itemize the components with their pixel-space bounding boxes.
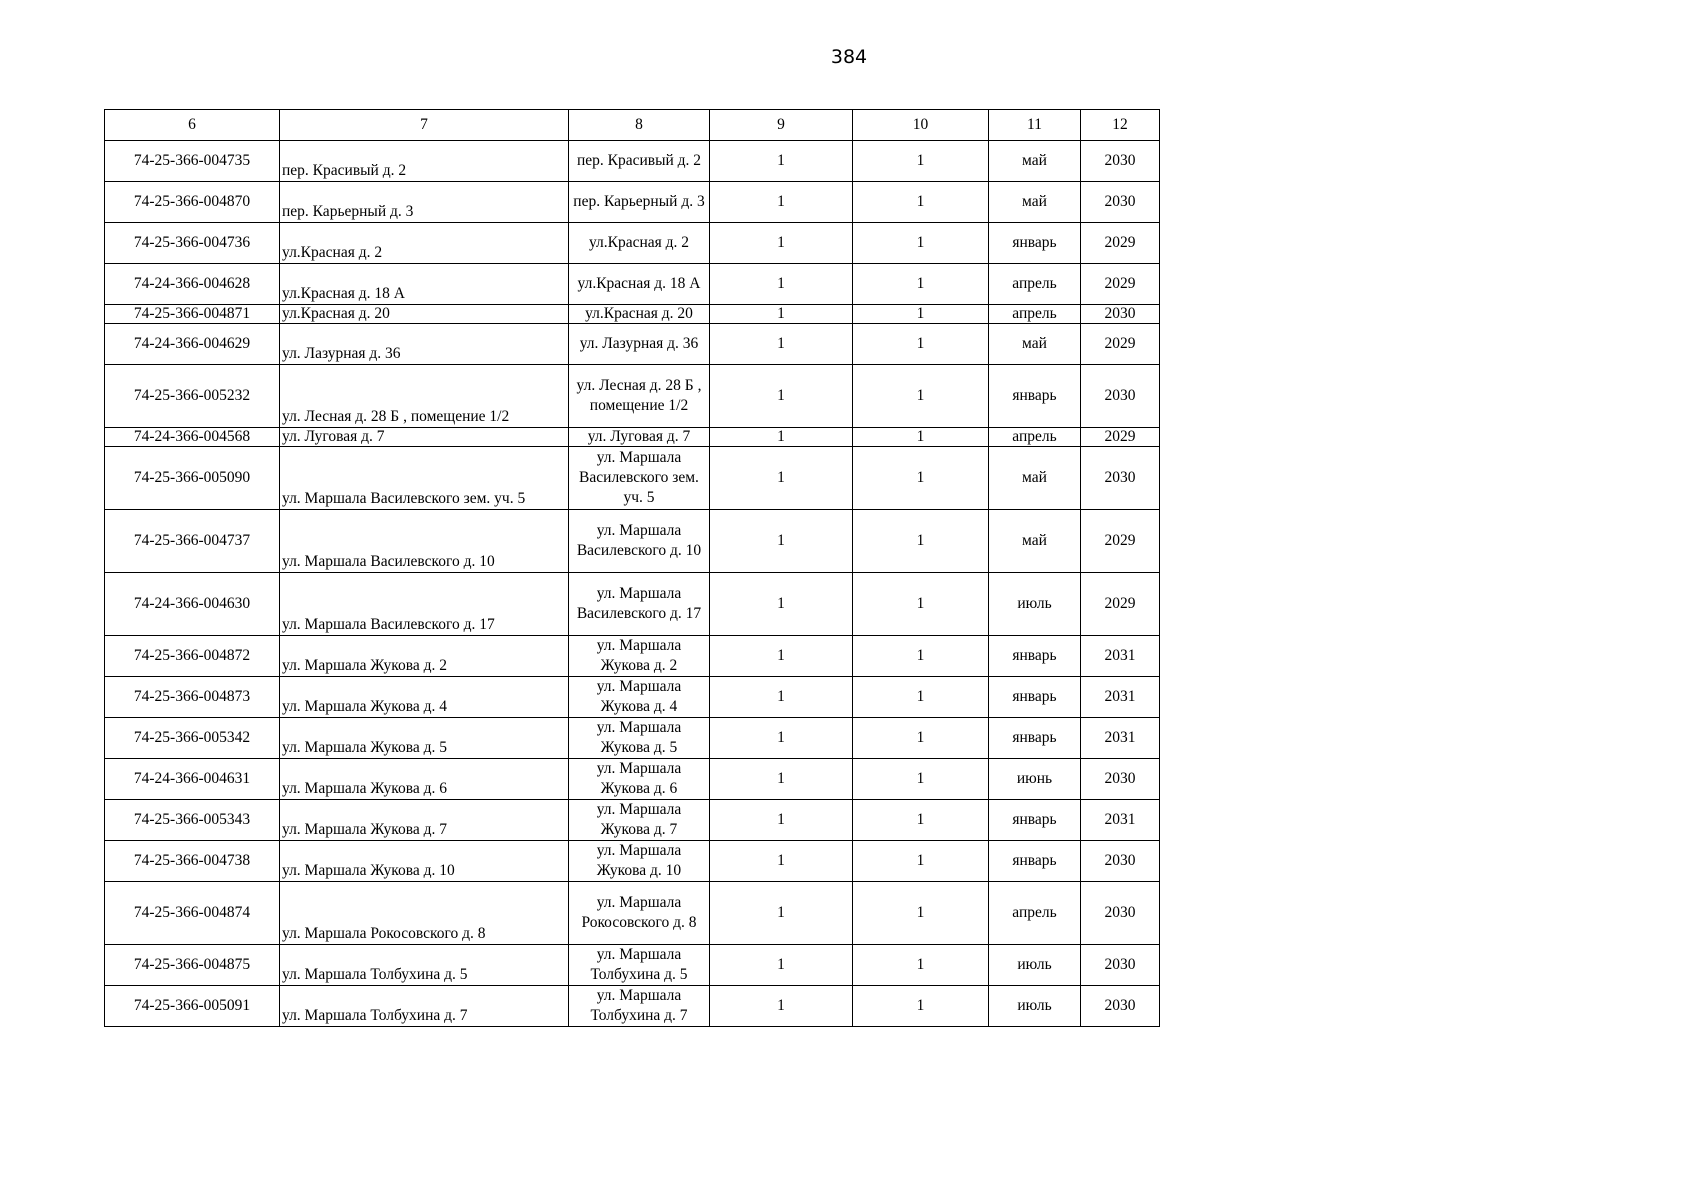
table-row bbox=[105, 718, 1160, 759]
cell-address-short: ул. Маршала Жукова д. 7 bbox=[569, 800, 710, 841]
header-row bbox=[105, 110, 1160, 141]
table-row bbox=[105, 324, 1160, 365]
table-row bbox=[105, 945, 1160, 986]
cell-address-short: ул. Маршала Толбухина д. 7 bbox=[569, 986, 710, 1027]
cell-month: май bbox=[989, 447, 1081, 510]
cell-code: 74-24-366-004631 bbox=[105, 759, 280, 800]
cell-address: ул. Маршала Жукова д. 4 bbox=[280, 677, 569, 718]
cell-month: январь bbox=[989, 677, 1081, 718]
cell-month: январь bbox=[989, 365, 1081, 428]
cell-col-9: 1 bbox=[710, 718, 853, 759]
cell-col-10: 1 bbox=[853, 718, 989, 759]
table-row bbox=[105, 141, 1160, 182]
cell-col-9: 1 bbox=[710, 324, 853, 365]
cell-col-10: 1 bbox=[853, 428, 989, 447]
table-row bbox=[105, 677, 1160, 718]
cell-code: 74-24-366-004630 bbox=[105, 573, 280, 636]
cell-address-short: пер. Карьерный д. 3 bbox=[569, 182, 710, 223]
cell-col-9: 1 bbox=[710, 428, 853, 447]
cell-month: январь bbox=[989, 841, 1081, 882]
cell-col-9: 1 bbox=[710, 447, 853, 510]
cell-year: 2029 bbox=[1081, 510, 1160, 573]
cell-code: 74-24-366-004628 bbox=[105, 264, 280, 305]
cell-col-9: 1 bbox=[710, 510, 853, 573]
cell-code: 74-25-366-004736 bbox=[105, 223, 280, 264]
table-row bbox=[105, 841, 1160, 882]
column-header-11: 11 bbox=[989, 110, 1081, 141]
cell-col-10: 1 bbox=[853, 223, 989, 264]
cell-month: январь bbox=[989, 800, 1081, 841]
cell-code: 74-25-366-004735 bbox=[105, 141, 280, 182]
cell-address: ул. Лазурная д. 36 bbox=[280, 324, 569, 365]
table-row bbox=[105, 510, 1160, 573]
cell-col-9: 1 bbox=[710, 841, 853, 882]
cell-address-short: ул.Красная д. 18 А bbox=[569, 264, 710, 305]
cell-month: апрель bbox=[989, 882, 1081, 945]
cell-code: 74-25-366-005232 bbox=[105, 365, 280, 428]
cell-col-9: 1 bbox=[710, 305, 853, 324]
cell-year: 2030 bbox=[1081, 182, 1160, 223]
cell-col-10: 1 bbox=[853, 141, 989, 182]
column-header-12: 12 bbox=[1081, 110, 1160, 141]
cell-address: пер. Карьерный д. 3 bbox=[280, 182, 569, 223]
table-body bbox=[105, 141, 1160, 1027]
table-row bbox=[105, 800, 1160, 841]
cell-code: 74-25-366-004737 bbox=[105, 510, 280, 573]
cell-month: апрель bbox=[989, 305, 1081, 324]
cell-col-10: 1 bbox=[853, 182, 989, 223]
cell-col-10: 1 bbox=[853, 841, 989, 882]
cell-address: ул. Маршала Жукова д. 6 bbox=[280, 759, 569, 800]
cell-month: январь bbox=[989, 636, 1081, 677]
table-row bbox=[105, 182, 1160, 223]
table-row bbox=[105, 428, 1160, 447]
cell-address: ул. Луговая д. 7 bbox=[280, 428, 569, 447]
cell-code: 74-25-366-004872 bbox=[105, 636, 280, 677]
cell-year: 2030 bbox=[1081, 447, 1160, 510]
cell-month: май bbox=[989, 141, 1081, 182]
cell-address-short: пер. Красивый д. 2 bbox=[569, 141, 710, 182]
table-header bbox=[105, 110, 1160, 141]
cell-year: 2030 bbox=[1081, 759, 1160, 800]
cell-address-short: ул. Маршала Рокосовского д. 8 bbox=[569, 882, 710, 945]
page-number: 384 bbox=[830, 46, 868, 68]
cell-code: 74-25-366-004871 bbox=[105, 305, 280, 324]
cell-address: ул. Маршала Рокосовского д. 8 bbox=[280, 882, 569, 945]
cell-year: 2030 bbox=[1081, 841, 1160, 882]
cell-address-short: ул. Маршала Жукова д. 4 bbox=[569, 677, 710, 718]
table-row bbox=[105, 573, 1160, 636]
cell-year: 2029 bbox=[1081, 223, 1160, 264]
cell-code: 74-25-366-005342 bbox=[105, 718, 280, 759]
table-row bbox=[105, 986, 1160, 1027]
cell-year: 2031 bbox=[1081, 800, 1160, 841]
cell-address-short: ул.Красная д. 2 bbox=[569, 223, 710, 264]
cell-year: 2029 bbox=[1081, 324, 1160, 365]
cell-col-10: 1 bbox=[853, 447, 989, 510]
cell-address-short: ул. Маршала Толбухина д. 5 bbox=[569, 945, 710, 986]
cell-col-9: 1 bbox=[710, 365, 853, 428]
register-table bbox=[104, 109, 1160, 1027]
cell-address-short: ул.Красная д. 20 bbox=[569, 305, 710, 324]
cell-col-10: 1 bbox=[853, 986, 989, 1027]
cell-address: ул. Маршала Жукова д. 10 bbox=[280, 841, 569, 882]
cell-col-9: 1 bbox=[710, 945, 853, 986]
cell-col-10: 1 bbox=[853, 573, 989, 636]
cell-month: июль bbox=[989, 573, 1081, 636]
cell-address-short: ул. Лазурная д. 36 bbox=[569, 324, 710, 365]
cell-year: 2030 bbox=[1081, 945, 1160, 986]
cell-col-10: 1 bbox=[853, 677, 989, 718]
cell-address-short: ул. Маршала Жукова д. 2 bbox=[569, 636, 710, 677]
column-header-6: 6 bbox=[105, 110, 280, 141]
cell-address: ул. Маршала Василевского зем. уч. 5 bbox=[280, 447, 569, 510]
column-header-9: 9 bbox=[710, 110, 853, 141]
cell-address: ул.Красная д. 2 bbox=[280, 223, 569, 264]
cell-code: 74-24-366-004629 bbox=[105, 324, 280, 365]
cell-code: 74-25-366-005091 bbox=[105, 986, 280, 1027]
cell-year: 2031 bbox=[1081, 677, 1160, 718]
cell-col-9: 1 bbox=[710, 636, 853, 677]
cell-address: ул. Лесная д. 28 Б , помещение 1/2 bbox=[280, 365, 569, 428]
cell-year: 2030 bbox=[1081, 141, 1160, 182]
cell-month: апрель bbox=[989, 264, 1081, 305]
cell-address: ул. Маршала Василевского д. 17 bbox=[280, 573, 569, 636]
cell-col-9: 1 bbox=[710, 182, 853, 223]
cell-code: 74-25-366-004870 bbox=[105, 182, 280, 223]
cell-col-10: 1 bbox=[853, 305, 989, 324]
cell-address: ул. Маршала Толбухина д. 5 bbox=[280, 945, 569, 986]
cell-year: 2029 bbox=[1081, 264, 1160, 305]
cell-col-9: 1 bbox=[710, 800, 853, 841]
cell-month: май bbox=[989, 510, 1081, 573]
cell-address-short: ул. Маршала Василевского д. 17 bbox=[569, 573, 710, 636]
cell-col-9: 1 bbox=[710, 264, 853, 305]
cell-code: 74-25-366-004875 bbox=[105, 945, 280, 986]
cell-col-9: 1 bbox=[710, 223, 853, 264]
cell-year: 2031 bbox=[1081, 636, 1160, 677]
cell-month: июль bbox=[989, 945, 1081, 986]
cell-address: ул. Маршала Жукова д. 2 bbox=[280, 636, 569, 677]
column-header-7: 7 bbox=[280, 110, 569, 141]
cell-col-10: 1 bbox=[853, 264, 989, 305]
cell-address-short: ул. Маршала Василевского зем. уч. 5 bbox=[569, 447, 710, 510]
cell-code: 74-25-366-004874 bbox=[105, 882, 280, 945]
cell-address: ул. Маршала Жукова д. 7 bbox=[280, 800, 569, 841]
cell-col-10: 1 bbox=[853, 945, 989, 986]
cell-month: май bbox=[989, 324, 1081, 365]
cell-col-9: 1 bbox=[710, 573, 853, 636]
table-row bbox=[105, 636, 1160, 677]
column-header-10: 10 bbox=[853, 110, 989, 141]
cell-address-short: ул. Лесная д. 28 Б , помещение 1/2 bbox=[569, 365, 710, 428]
table-row bbox=[105, 882, 1160, 945]
cell-address-short: ул. Маршала Василевского д. 10 bbox=[569, 510, 710, 573]
cell-col-10: 1 bbox=[853, 636, 989, 677]
cell-year: 2030 bbox=[1081, 882, 1160, 945]
cell-address: ул. Маршала Василевского д. 10 bbox=[280, 510, 569, 573]
cell-address: ул. Маршала Толбухина д. 7 bbox=[280, 986, 569, 1027]
cell-address-short: ул. Луговая д. 7 bbox=[569, 428, 710, 447]
cell-address-short: ул. Маршала Жукова д. 5 bbox=[569, 718, 710, 759]
cell-month: январь bbox=[989, 223, 1081, 264]
cell-address: ул.Красная д. 20 bbox=[280, 305, 569, 324]
cell-year: 2030 bbox=[1081, 305, 1160, 324]
column-header-8: 8 bbox=[569, 110, 710, 141]
cell-code: 74-25-366-005090 bbox=[105, 447, 280, 510]
table-row bbox=[105, 305, 1160, 324]
cell-year: 2029 bbox=[1081, 428, 1160, 447]
cell-col-10: 1 bbox=[853, 324, 989, 365]
cell-year: 2031 bbox=[1081, 718, 1160, 759]
cell-address: ул. Маршала Жукова д. 5 bbox=[280, 718, 569, 759]
cell-col-10: 1 bbox=[853, 882, 989, 945]
table-row bbox=[105, 264, 1160, 305]
cell-month: июль bbox=[989, 986, 1081, 1027]
cell-code: 74-25-366-004873 bbox=[105, 677, 280, 718]
cell-address: пер. Красивый д. 2 bbox=[280, 141, 569, 182]
cell-month: июнь bbox=[989, 759, 1081, 800]
table-row bbox=[105, 447, 1160, 510]
cell-code: 74-25-366-004738 bbox=[105, 841, 280, 882]
cell-address-short: ул. Маршала Жукова д. 6 bbox=[569, 759, 710, 800]
cell-col-10: 1 bbox=[853, 800, 989, 841]
cell-address: ул.Красная д. 18 А bbox=[280, 264, 569, 305]
cell-month: май bbox=[989, 182, 1081, 223]
cell-col-9: 1 bbox=[710, 141, 853, 182]
cell-month: январь bbox=[989, 718, 1081, 759]
cell-month: апрель bbox=[989, 428, 1081, 447]
cell-code: 74-25-366-005343 bbox=[105, 800, 280, 841]
cell-year: 2029 bbox=[1081, 573, 1160, 636]
cell-col-9: 1 bbox=[710, 759, 853, 800]
cell-col-10: 1 bbox=[853, 365, 989, 428]
cell-year: 2030 bbox=[1081, 986, 1160, 1027]
table-row bbox=[105, 223, 1160, 264]
cell-col-9: 1 bbox=[710, 882, 853, 945]
table-row bbox=[105, 759, 1160, 800]
cell-col-9: 1 bbox=[710, 986, 853, 1027]
cell-address-short: ул. Маршала Жукова д. 10 bbox=[569, 841, 710, 882]
cell-col-10: 1 bbox=[853, 759, 989, 800]
cell-year: 2030 bbox=[1081, 365, 1160, 428]
table-row bbox=[105, 365, 1160, 428]
cell-col-10: 1 bbox=[853, 510, 989, 573]
cell-col-9: 1 bbox=[710, 677, 853, 718]
cell-code: 74-24-366-004568 bbox=[105, 428, 280, 447]
